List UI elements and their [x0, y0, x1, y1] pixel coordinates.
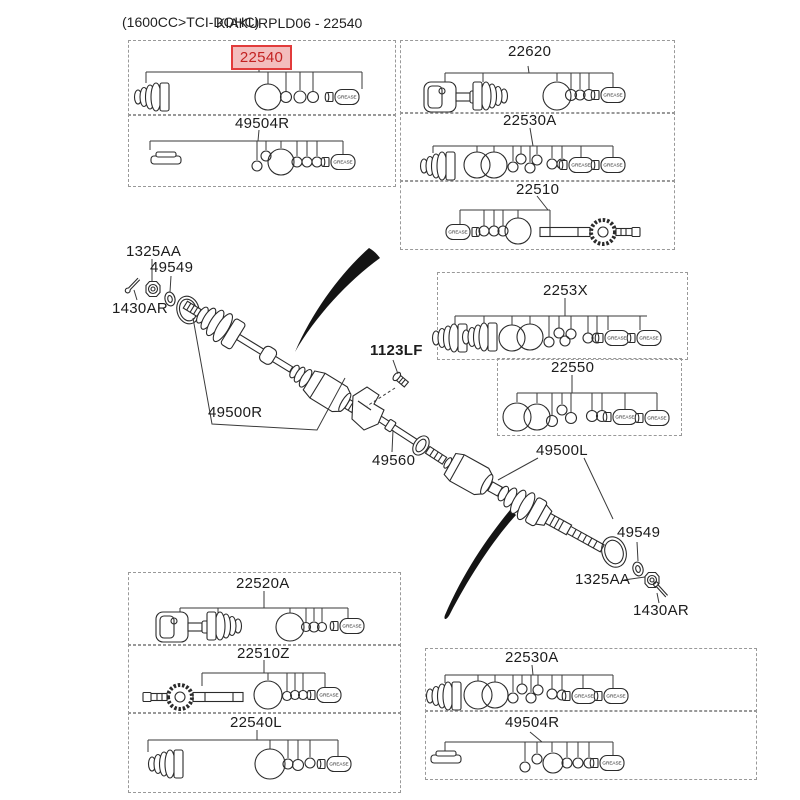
- retainer-ring-icon: [543, 753, 563, 773]
- part-number-22520A[interactable]: 22520A: [236, 575, 290, 592]
- callout-49500L[interactable]: 49500L: [536, 442, 588, 459]
- cv-boot-icon: [149, 750, 184, 778]
- grease-tube-label: GREASE: [574, 693, 594, 699]
- small-ring-icon: [587, 411, 598, 422]
- small-ring-icon: [532, 155, 542, 165]
- cv-boot-icon: [427, 682, 462, 710]
- grease-tube-icon: [307, 688, 341, 703]
- grease-tube-label: GREASE: [571, 162, 591, 168]
- group-49504R-top-parts: [150, 130, 355, 175]
- retainer-ring-icon: [255, 84, 281, 110]
- part-number-22530A-top[interactable]: 22530A: [503, 112, 557, 129]
- small-ring-icon: [308, 92, 319, 103]
- washer-icon: [631, 561, 644, 577]
- small-ring-icon: [302, 157, 312, 167]
- grease-tube-icon: [317, 757, 351, 772]
- small-ring-icon: [557, 405, 567, 415]
- group-49504R-bottom-parts: [431, 732, 624, 773]
- grease-tube-label: GREASE: [603, 162, 623, 168]
- grease-tube-label: GREASE: [342, 623, 362, 629]
- small-ring-icon: [547, 689, 557, 699]
- group-22530A-top-parts: [421, 128, 626, 180]
- cv-boot-icon: [473, 82, 508, 110]
- retainer-ring-icon: [276, 613, 304, 641]
- small-ring-icon: [508, 162, 518, 172]
- grease-tube-label: GREASE: [329, 761, 349, 767]
- small-ring-icon: [547, 416, 558, 427]
- grease-tube-icon: [562, 689, 596, 704]
- retainer-ring-icon: [503, 403, 531, 431]
- axle-nut-icon: [146, 282, 160, 297]
- callout-1430AR-left[interactable]: 1430AR: [112, 300, 169, 317]
- small-ring-icon: [479, 226, 489, 236]
- grease-tube-icon: [594, 689, 628, 704]
- callout-1325AA-right[interactable]: 1325AA: [575, 571, 631, 588]
- group-22540-parts: [135, 66, 363, 111]
- retainer-ring-icon: [482, 682, 508, 708]
- callout-49500R[interactable]: 49500R: [208, 404, 263, 421]
- axle-nut-icon: [645, 573, 659, 588]
- small-ring-icon: [544, 337, 554, 347]
- small-ring-icon: [533, 685, 543, 695]
- callout-49560[interactable]: 49560: [372, 452, 416, 469]
- small-ring-icon: [517, 684, 527, 694]
- grease-tube-icon: [595, 331, 629, 346]
- group-22530A-bottom-parts: [427, 665, 629, 710]
- cv-boot-icon: [421, 152, 456, 180]
- axle-shaft-icon: [540, 220, 640, 244]
- small-ring-icon: [547, 159, 557, 169]
- retainer-ring-icon: [481, 152, 507, 178]
- retainer-ring-icon: [524, 404, 550, 430]
- part-number-22550[interactable]: 22550: [551, 359, 595, 376]
- grease-tube-label: GREASE: [333, 159, 353, 165]
- retainer-ring-icon: [255, 749, 285, 779]
- grease-tube-label: GREASE: [602, 760, 622, 766]
- grease-tube-icon: [591, 88, 625, 103]
- retainer-ring-icon: [464, 152, 490, 178]
- part-number-22540-highlighted[interactable]: [231, 45, 292, 70]
- grease-tube-label: GREASE: [647, 415, 667, 421]
- part-number-49504R-top[interactable]: 49504R: [235, 115, 290, 132]
- inner-joint-icon: [424, 82, 478, 112]
- grease-tube-label: GREASE: [337, 94, 357, 100]
- grease-tube-icon: [603, 410, 637, 425]
- grease-tube-icon: [325, 90, 359, 105]
- grease-tube-icon: [446, 225, 480, 240]
- part-number-2253X[interactable]: 2253X: [543, 282, 588, 299]
- axle-shaft-icon: [143, 685, 243, 709]
- grease-tube-icon: [321, 155, 355, 170]
- bearing-cap-icon: [431, 751, 461, 763]
- group-22540L-parts: [148, 730, 351, 779]
- small-ring-icon: [252, 161, 262, 171]
- grease-tube-icon: [635, 411, 669, 426]
- cotter-pin-icon: [124, 277, 140, 294]
- small-ring-icon: [560, 336, 570, 346]
- drive-shaft-left-assembly: [443, 451, 610, 562]
- grease-tube-label: GREASE: [615, 414, 635, 420]
- page-title-catalog-code: KIAKURPLD06 - 22540: [216, 15, 363, 31]
- swoosh-accent-lower: [444, 510, 516, 619]
- group-22550-parts: [503, 375, 669, 431]
- callout-49549-left[interactable]: 49549: [150, 259, 194, 276]
- small-ring-icon: [293, 760, 304, 771]
- grease-tube-label: GREASE: [607, 335, 627, 341]
- inner-joint-icon: [156, 612, 210, 642]
- part-number-22510Z[interactable]: 22510Z: [237, 645, 290, 662]
- part-number-49504R-bottom[interactable]: 49504R: [505, 714, 560, 731]
- retainer-ring-icon: [268, 149, 294, 175]
- grease-tube-icon: [591, 158, 625, 173]
- small-ring-icon: [516, 154, 526, 164]
- cv-boot-icon: [433, 324, 468, 352]
- retainer-ring-icon: [254, 681, 282, 709]
- grease-tube-icon: [590, 756, 624, 771]
- small-ring-icon: [566, 413, 577, 424]
- small-ring-icon: [573, 758, 583, 768]
- small-ring-icon: [508, 693, 518, 703]
- bearing-cap-icon: [151, 152, 181, 164]
- part-number-22510[interactable]: 22510: [516, 181, 560, 198]
- group-22510-parts: [446, 196, 640, 244]
- small-ring-icon: [526, 693, 536, 703]
- bolt-icon: [392, 371, 410, 388]
- small-ring-icon: [281, 92, 292, 103]
- small-ring-icon: [305, 758, 315, 768]
- small-ring-icon: [525, 163, 535, 173]
- group-22510Z-parts: [143, 660, 341, 709]
- group-2253X-parts: [433, 298, 662, 352]
- group-22520A-parts: [156, 591, 364, 642]
- retainer-ring-icon: [543, 82, 571, 110]
- cv-boot-icon: [463, 323, 498, 351]
- small-ring-icon: [520, 762, 530, 772]
- small-ring-icon: [312, 157, 322, 167]
- callout-49549-right[interactable]: 49549: [617, 524, 661, 541]
- grease-tube-label: GREASE: [639, 335, 659, 341]
- grease-tube-label: GREASE: [448, 229, 468, 235]
- grease-tube-label: GREASE: [603, 92, 623, 98]
- part-number-22540L[interactable]: 22540L: [230, 714, 282, 731]
- grease-tube-label: GREASE: [606, 693, 626, 699]
- part-number-label: 22540: [239, 49, 284, 66]
- small-ring-icon: [532, 754, 542, 764]
- page-title-engine-spec: (1600CC>TCI-DOHC): [122, 14, 260, 30]
- retainer-ring-icon: [464, 681, 492, 709]
- small-ring-icon: [294, 91, 306, 103]
- callout-1123LF[interactable]: 1123LF: [370, 342, 423, 359]
- retainer-ring-icon: [517, 324, 543, 350]
- grease-tube-icon: [330, 619, 364, 634]
- retainer-ring-icon: [505, 218, 531, 244]
- callout-1325AA-left[interactable]: 1325AA: [126, 243, 182, 260]
- part-number-22530A-bottom[interactable]: 22530A: [505, 649, 559, 666]
- cv-boot-icon: [135, 83, 170, 111]
- callout-1430AR-right[interactable]: 1430AR: [633, 602, 690, 619]
- small-ring-icon: [566, 329, 576, 339]
- group-22620-parts: [424, 66, 625, 112]
- grease-tube-label: GREASE: [319, 692, 339, 698]
- grease-tube-icon: [627, 331, 661, 346]
- cv-boot-icon: [207, 612, 242, 640]
- part-number-22620[interactable]: 22620: [508, 43, 552, 60]
- swoosh-accent-upper: [295, 248, 380, 352]
